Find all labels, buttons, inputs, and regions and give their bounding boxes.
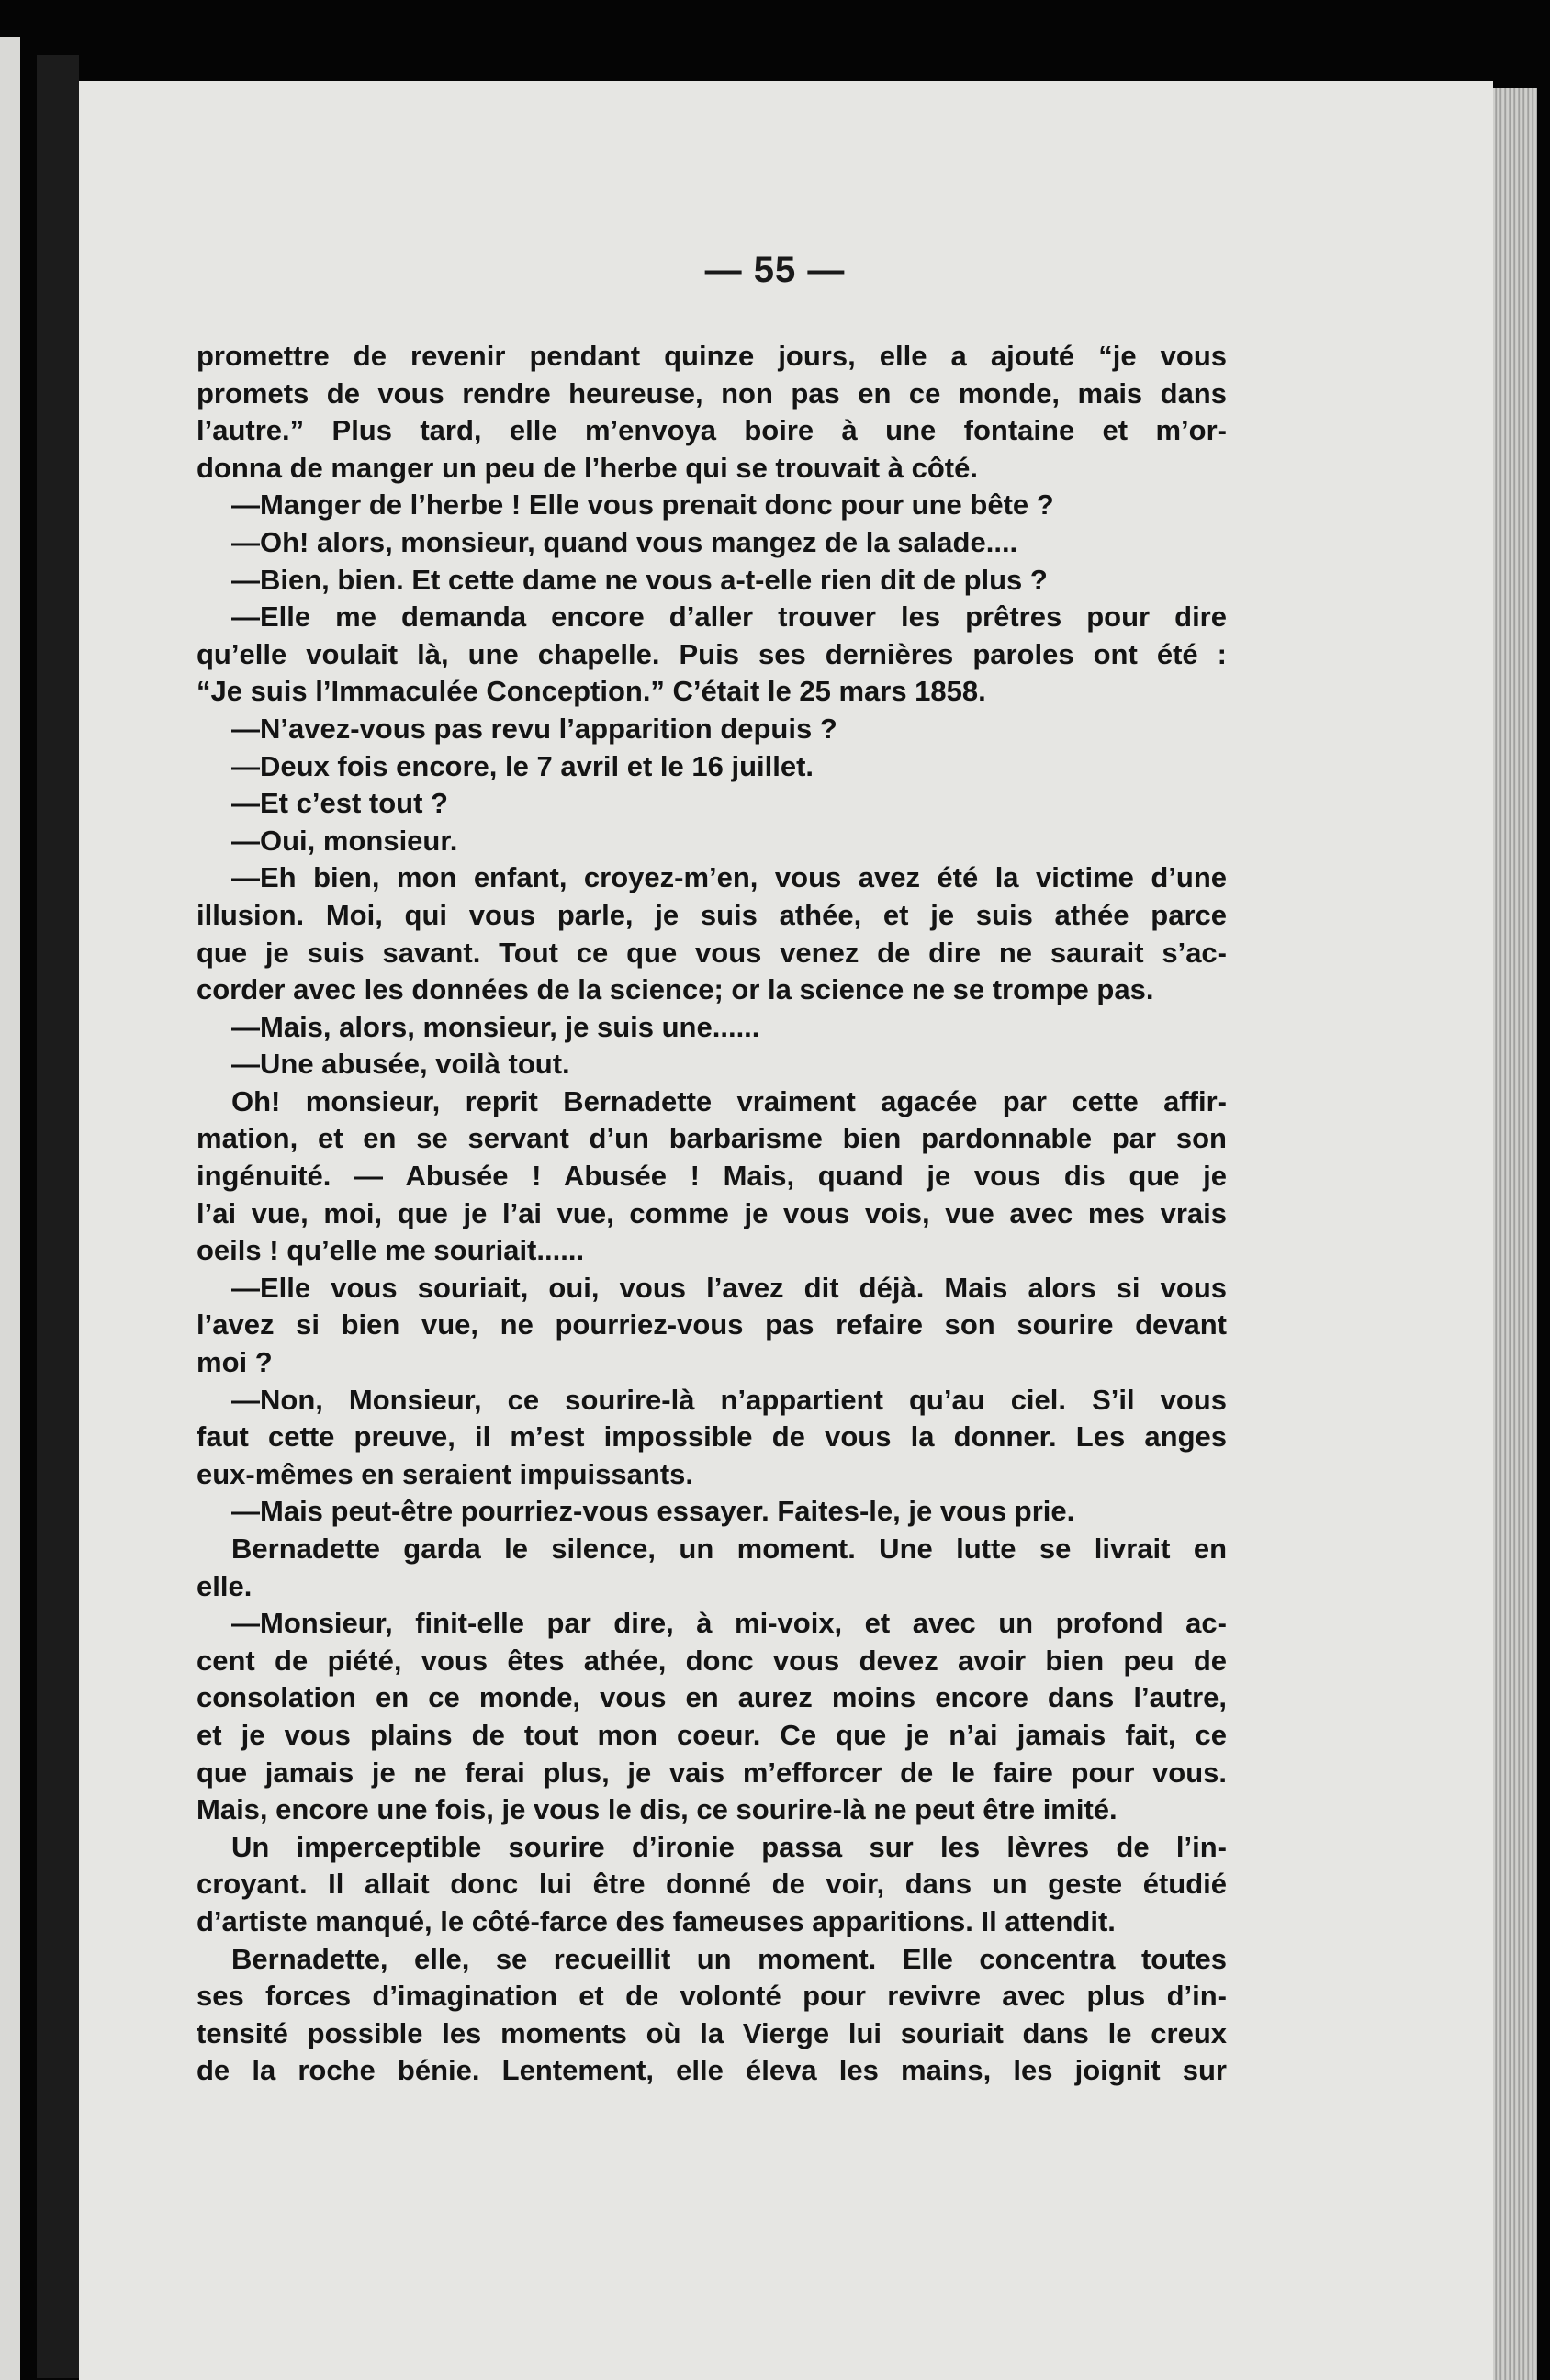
text-line: ingénuité. — Abusée ! Abusée ! Mais, quand je vous dis que je xyxy=(197,1160,1227,1193)
text-line: —Manger de l’herbe ! Elle vous prenait donc pour une bête ? xyxy=(231,488,1054,522)
text-line: moi ? xyxy=(197,1346,273,1379)
text-line: cent de piété, vous êtes athée, donc vous devez avoir bien peu de xyxy=(197,1644,1227,1677)
text-line: et je vous plains de tout mon coeur. Ce que je n’ai jamais fait, ce xyxy=(197,1718,1227,1751)
book-gutter xyxy=(37,55,79,2378)
text-line: promets de vous rendre heureuse, non pas en ce monde, mais dans xyxy=(197,376,1227,410)
text-line: croyant. Il allait donc lui être donné de voir, dans un geste étudié xyxy=(197,1868,1227,1901)
text-line: corder avec les données de la science; or la science ne se trompe pas. xyxy=(197,973,1154,1006)
text-line: —Oh! alors, monsieur, quand vous mangez de la salade.... xyxy=(231,525,1018,558)
text-line: de la roche bénie. Lentement, elle éleva les mains, les joignit sur xyxy=(197,2054,1227,2087)
text-line: que je suis savant. Tout ce que vous venez de dire ne saurait s’ac- xyxy=(197,936,1227,969)
text-line: —Elle vous souriait, oui, vous l’avez dit déjà. Mais alors si vous xyxy=(231,1271,1227,1304)
text-line: —N’avez-vous pas revu l’apparition depuis ? xyxy=(231,712,837,745)
text-line: oeils ! qu’elle me souriait...... xyxy=(197,1234,585,1267)
text-line: l’autre.” Plus tard, elle m’envoya boire à une fontaine et m’or- xyxy=(197,414,1227,447)
text-line: consolation en ce monde, vous en aurez moins encore dans l’autre, xyxy=(197,1681,1227,1714)
text-line: illusion. Moi, qui vous parle, je suis athée, et je suis athée parce xyxy=(197,898,1227,931)
text-line: d’artiste manqué, le côté-farce des fameuses apparitions. Il attendit. xyxy=(197,1904,1116,1937)
text-line: —Non, Monsieur, ce sourire-là n’appartient qu’au ciel. S’il vous xyxy=(231,1383,1227,1416)
text-line: —Mais, alors, monsieur, je suis une...... xyxy=(231,1010,760,1043)
text-line: faut cette preuve, il m’est impossible de vous la donner. Les anges xyxy=(197,1420,1227,1454)
text-line: —Et c’est tout ? xyxy=(231,787,448,820)
text-line: Bernadette, elle, se recueillit un moment. Elle concentra toutes xyxy=(231,1942,1227,1975)
text-line: mation, et en se servant d’un barbarisme bien pardonnable par son xyxy=(197,1122,1227,1155)
text-line: —Oui, monsieur. xyxy=(231,824,458,857)
adjacent-page-edge xyxy=(0,37,20,2380)
text-line: —Une abusée, voilà tout. xyxy=(231,1048,570,1081)
text-line: —Bien, bien. Et cette dame ne vous a-t-elle rien dit de plus ? xyxy=(231,563,1048,596)
text-line: —Monsieur, finit-elle par dire, à mi-voix, et avec un profond ac- xyxy=(231,1607,1227,1640)
text-line: —Eh bien, mon enfant, croyez-m’en, vous avez été la victime d’une xyxy=(231,861,1227,894)
page-stack-edge xyxy=(1493,88,1537,2380)
body-text xyxy=(197,338,1227,2090)
page-number: — 55 — xyxy=(704,250,846,290)
text-line: Un imperceptible sourire d’ironie passa sur les lèvres de l’in- xyxy=(231,1830,1227,1863)
text-line: tensité possible les moments où la Vierge lui souriait dans le creux xyxy=(197,2016,1227,2049)
text-line: Mais, encore une fois, je vous le dis, ce sourire-là ne peut être imité. xyxy=(197,1793,1118,1826)
text-line: —Mais peut-être pourriez-vous essayer. Faites-le, je vous prie. xyxy=(231,1495,1075,1528)
text-line: que jamais je ne ferai plus, je vais m’efforcer de le faire pour vous. xyxy=(197,1756,1227,1789)
text-line: Oh! monsieur, reprit Bernadette vraiment agacée par cette affir- xyxy=(231,1084,1227,1117)
text-line: “Je suis l’Immaculée Conception.” C’était le 25 mars 1858. xyxy=(197,675,986,708)
text-line: qu’elle voulait là, une chapelle. Puis ses dernières paroles ont été : xyxy=(197,637,1227,670)
text-line: l’ai vue, moi, que je l’ai vue, comme je vous vois, vue avec mes vrais xyxy=(197,1196,1227,1229)
text-line: Bernadette garda le silence, un moment. Une lutte se livrait en xyxy=(231,1532,1227,1565)
text-line: elle. xyxy=(197,1569,253,1602)
text-line: —Elle me demanda encore d’aller trouver les prêtres pour dire xyxy=(231,601,1227,634)
text-line: ses forces d’imagination et de volonté pour revivre avec plus d’in- xyxy=(197,1980,1227,2013)
text-line: promettre de revenir pendant quinze jours, elle a ajouté “je vous xyxy=(197,340,1227,372)
text-line: —Deux fois encore, le 7 avril et le 16 juillet. xyxy=(231,749,814,782)
text-line: eux-mêmes en seraient impuissants. xyxy=(197,1457,694,1490)
text-line: donna de manger un peu de l’herbe qui se trouvait à côté. xyxy=(197,451,978,484)
text-line: l’avez si bien vue, ne pourriez-vous pas refaire son sourire devant xyxy=(197,1308,1227,1342)
